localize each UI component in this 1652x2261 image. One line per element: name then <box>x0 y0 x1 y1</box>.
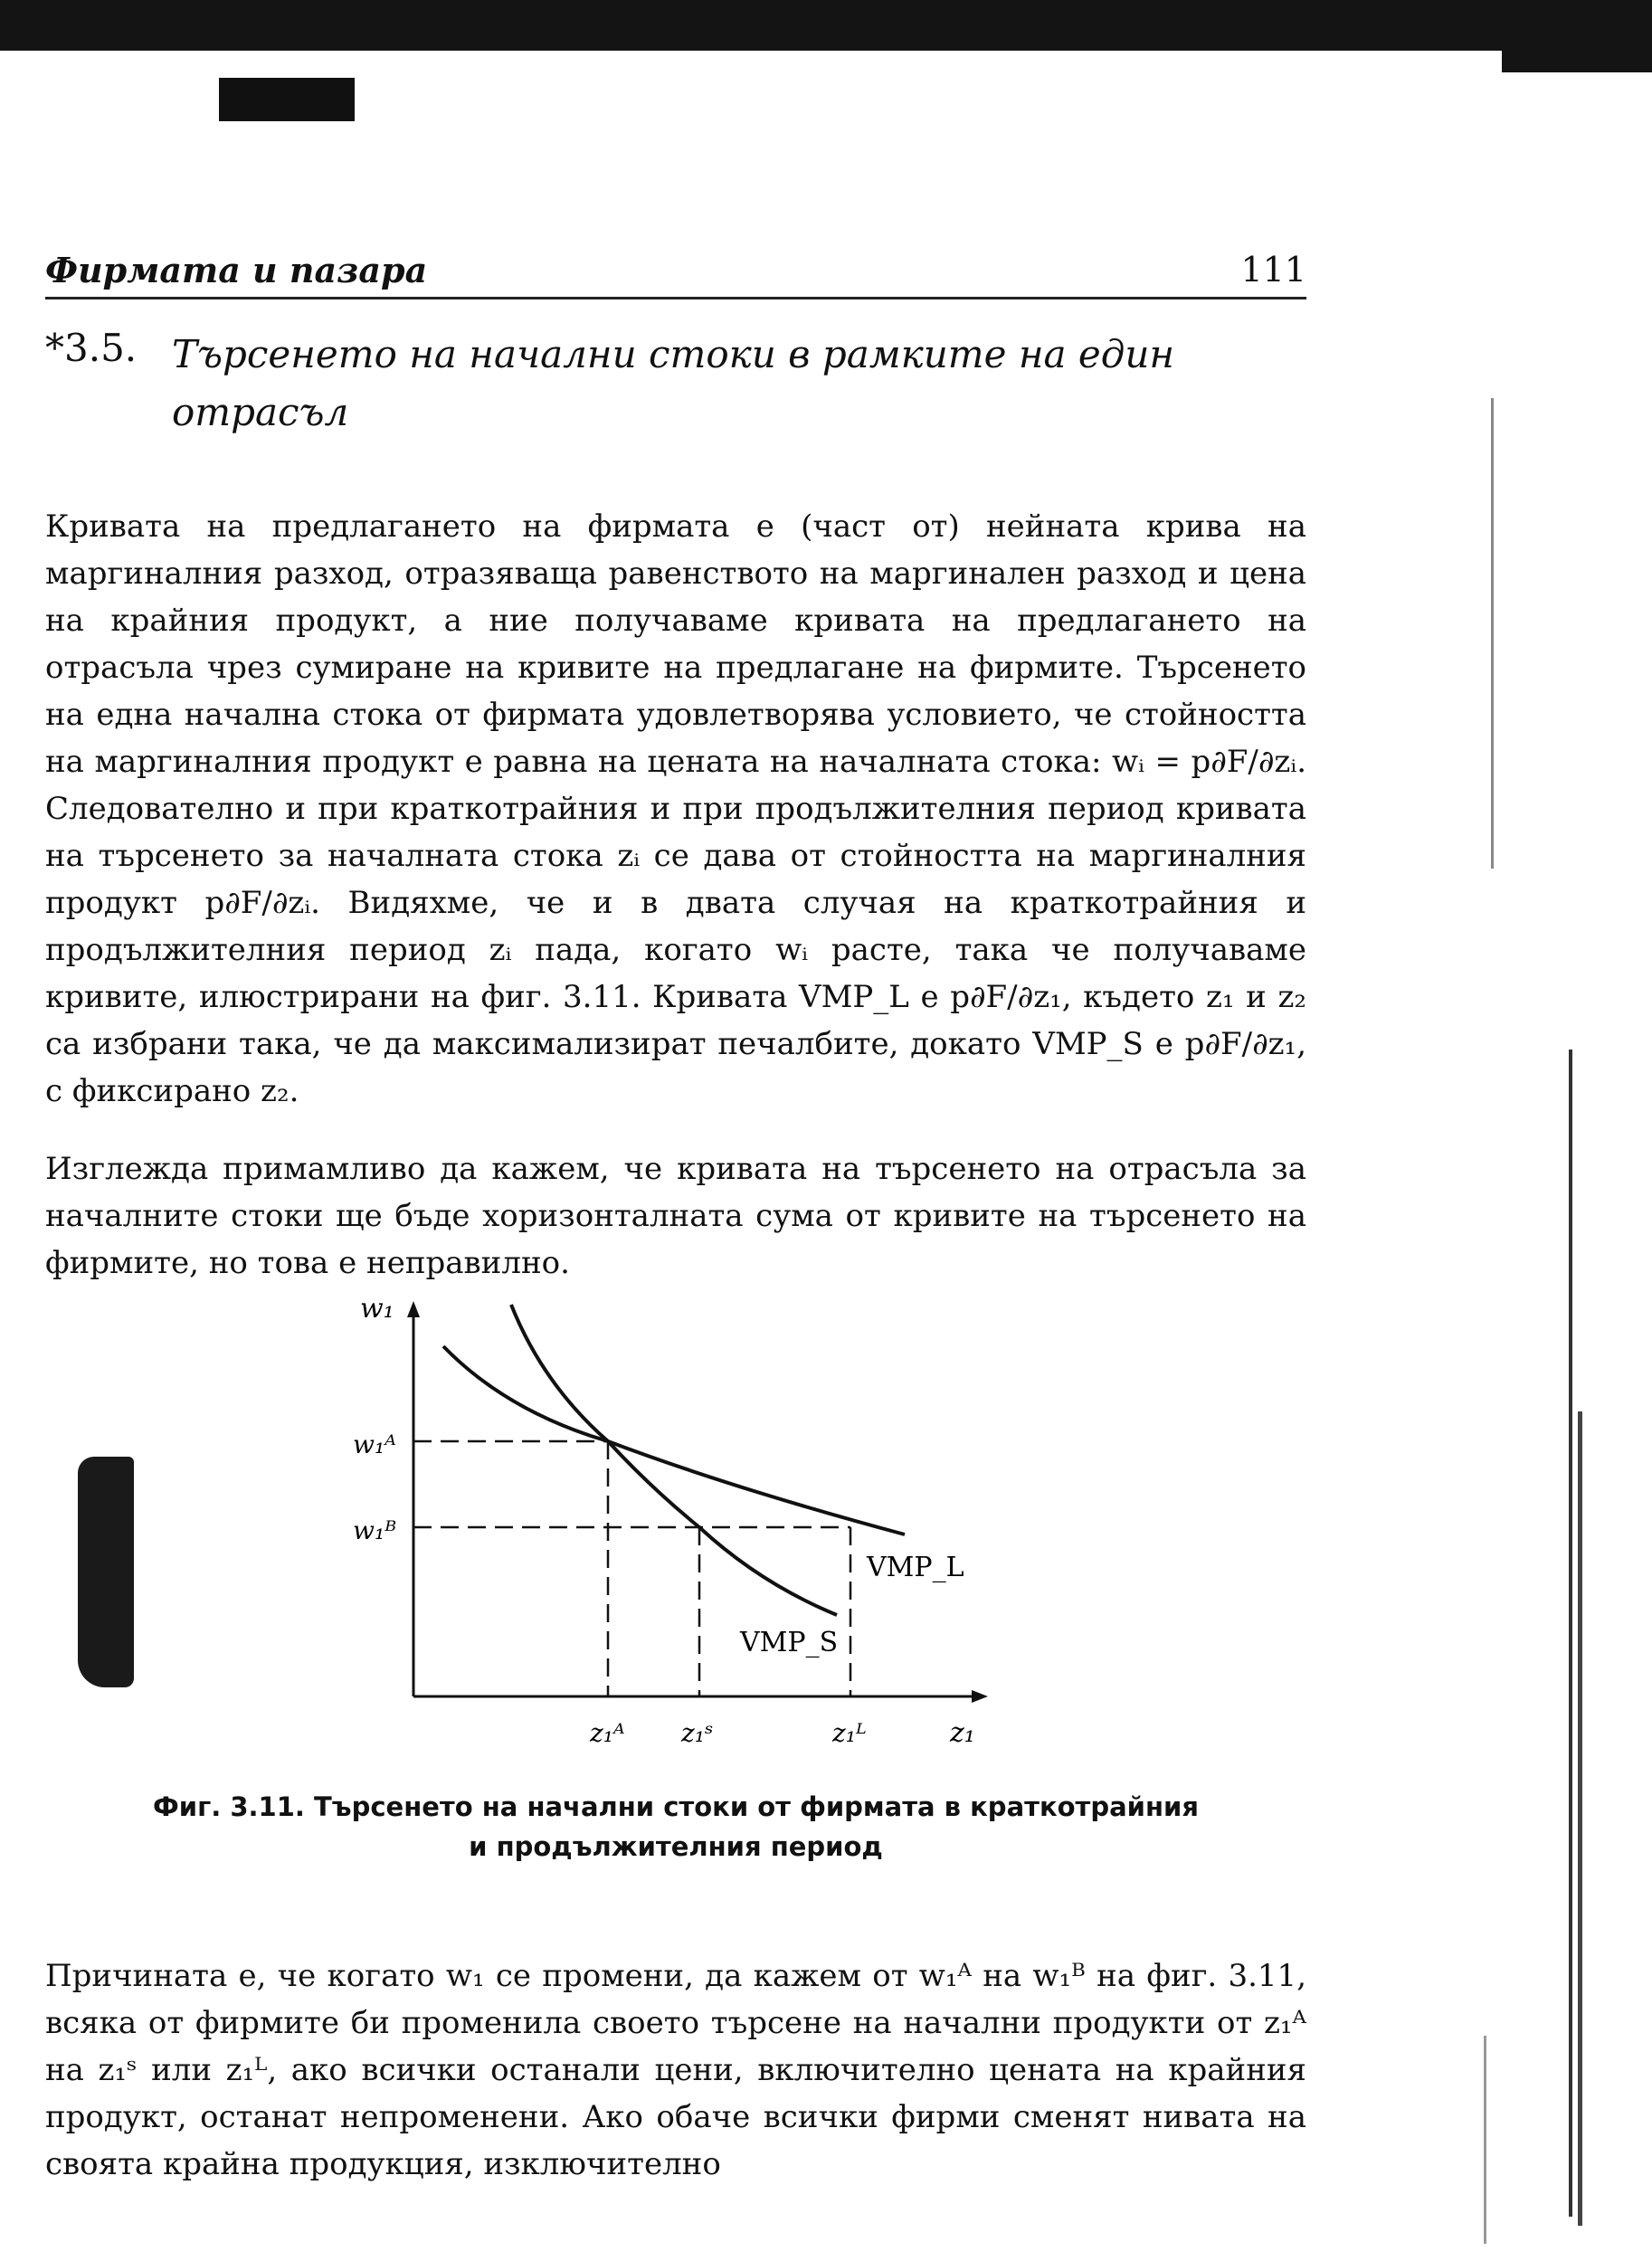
scan-right-edge-line <box>1569 1050 1572 2217</box>
paragraph-2: Изглежда примамливо да кажем, че кривата на търсенето на отрасъла за началните стоки ще бъде хоризонталната сума от кривите на търсенето на фирмите, но това е неправилно. <box>45 1151 1306 1281</box>
running-title: Фирмата и пазара <box>45 250 428 290</box>
x-axis-arrow <box>972 1690 988 1703</box>
figure-3-11 <box>344 1294 1013 1764</box>
x-tick-zL: z₁ᴸ <box>832 1718 867 1748</box>
vmp-short-curve <box>511 1305 837 1615</box>
curve-short-label: VMP_S <box>740 1627 839 1658</box>
section-number: *3.5. <box>45 326 138 370</box>
x-tick-zS: z₁ˢ <box>681 1718 714 1748</box>
y-tick-wA: w₁ᴬ <box>353 1430 396 1459</box>
scan-left-smudge <box>78 1457 134 1687</box>
y-axis-label: w₁ <box>360 1294 394 1325</box>
scan-right-edge-line <box>1491 398 1494 869</box>
caption-line-1: Фиг. 3.11. Търсенето на начални стоки от фирмата в краткотрайния <box>153 1791 1199 1822</box>
curve-long-label: VMP_L <box>867 1552 964 1583</box>
page-header <box>45 242 1306 299</box>
section-title: Търсенето на начални стоки в рамките на един отрасъл <box>172 332 1175 434</box>
y-tick-wB: w₁ᴮ <box>353 1515 397 1545</box>
scan-top-right-border <box>1502 36 1652 72</box>
y-axis-arrow <box>407 1301 420 1317</box>
x-axis-label: z₁ <box>950 1717 975 1749</box>
scan-top-border <box>0 0 1652 51</box>
x-tick-zA: z₁ᴬ <box>590 1718 625 1748</box>
scan-ink-blob <box>219 78 355 121</box>
scan-right-edge-line <box>1578 1411 1582 2226</box>
paragraph-3: Причината е, че когато w₁ се промени, да кажем от w₁ᴬ на w₁ᴮ на фиг. 3.11, всяка от фирмите би променила своето търсене на начални продукти от z₁ᴬ на z₁ˢ или z₁ᴸ, ако всички останали цени, включително цената на крайния продукт, останат непроменени. Ако обаче всички фирми сменят нивата на своята крайна продукция, изключително <box>45 1958 1306 2182</box>
caption-line-2: и продължителния период <box>469 1831 883 1862</box>
paragraph-1: Кривата на предлагането на фирмата е (част от) нейната крива на маргиналния разход, отразяваща равенството на маргинален разход и цена на крайния продукт, а ние получаваме кривата на предлагането на отрасъла чрез сумиране на кривите на предлагане на фирмите. Търсенето на една начална стока от фирмата удовлетворява условието, че стойността на маргиналния продукт е равна на цената на началната стока: wᵢ = p∂F/∂zᵢ. Следователно и при краткотрайния и при продължителния период кривата на търсенето за началната стока zᵢ се дава от стойността на маргиналния продукт p∂F/∂zᵢ. Видяхме, че и в двата случая на краткотрайния и продължителния период zᵢ пада, когато wᵢ расте, така че получаваме кривите, илюстрирани на фиг. 3.11. Кривата VMP_L е p∂F/∂z₁, където z₁ и z₂ са избрани така, че да максимализират печалбите, докато VMP_S е p∂F/∂z₁, с фиксирано z₂. <box>45 508 1306 1109</box>
figure-caption <box>45 1787 1306 1867</box>
page-number: 111 <box>1240 250 1306 290</box>
scan-right-edge-line <box>1484 2036 1486 2244</box>
